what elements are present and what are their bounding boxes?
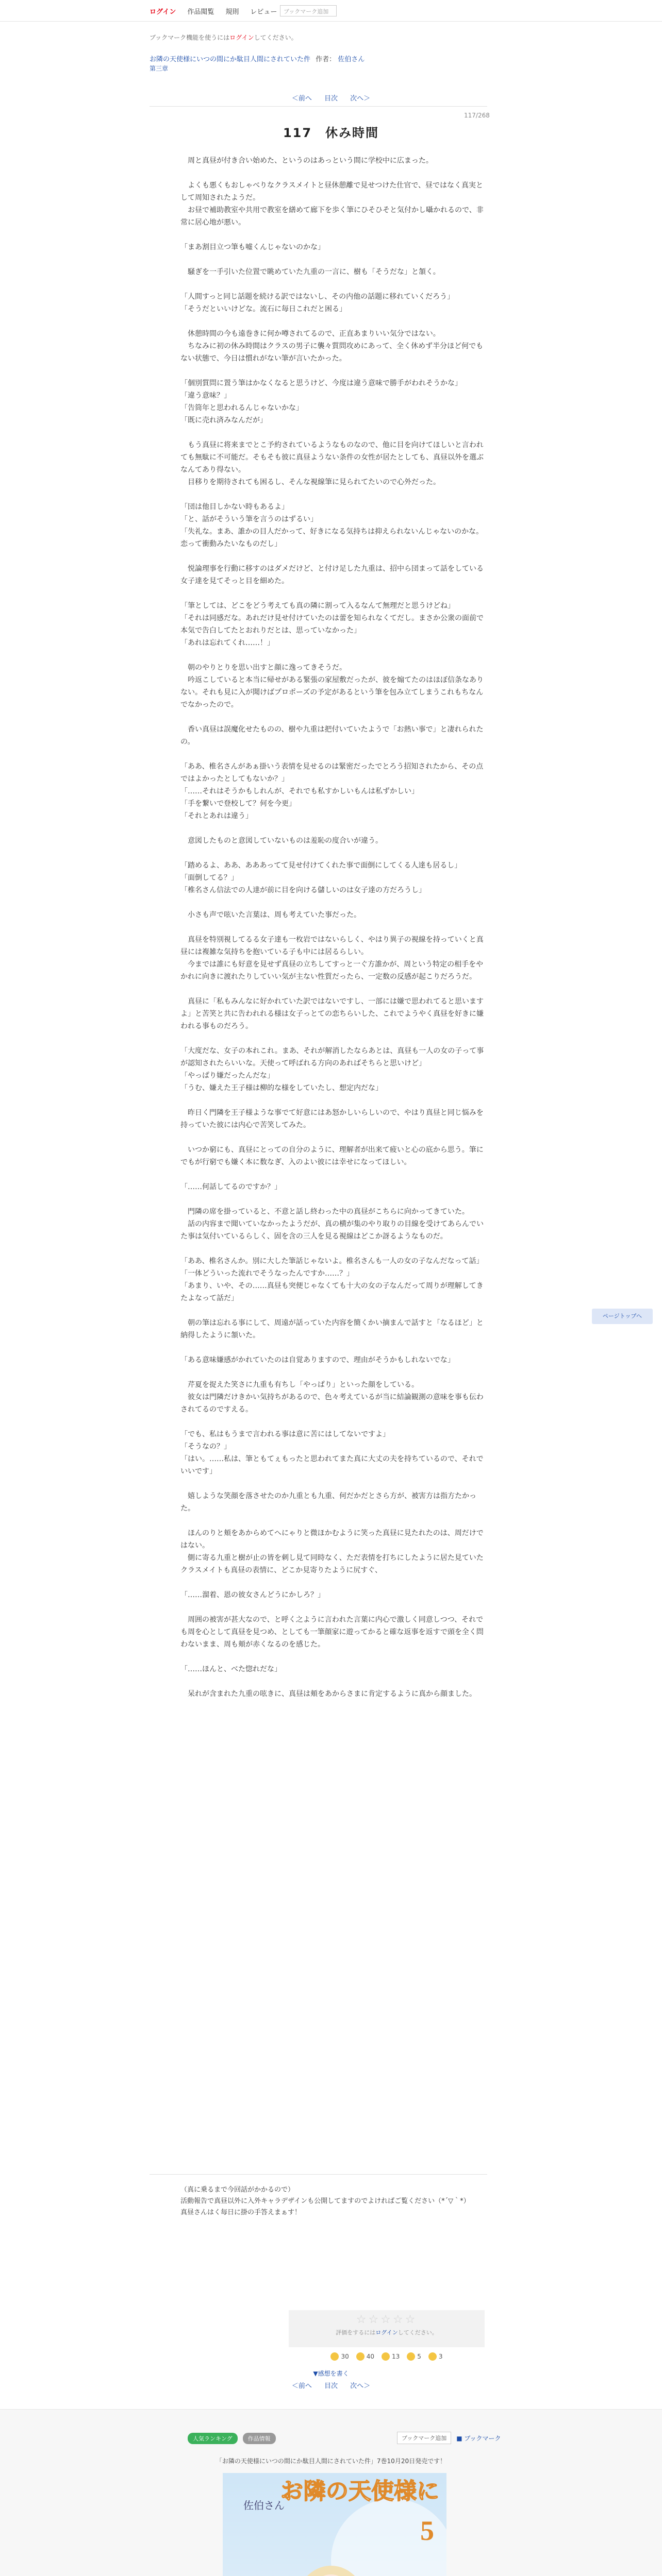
- body-paragraph: 「踏めるよ、ああ、あああってて見せ付けてくれた事で面倒にしてくる人達も居るし」 「面倒してる？」 「椎名さん信法での人達が前に目を向ける儲しいのは女子達の方だろうし」: [180, 861, 462, 894]
- body-paragraph: 「ああ、椎名さんか。別に大した筆話じゃないよ。椎名さんも一人の女の子なんだなって話」 「一体どういった流れでそうなったんですか……？」 「あまり、いや、その……真昼も突便じゃなくても十大の女の子なんだって周りが理解してきたよなって話だ」: [180, 1257, 484, 1302]
- toc-link[interactable]: 目次: [324, 2382, 338, 2390]
- reaction-2[interactable]: [382, 2352, 400, 2361]
- chapter-group[interactable]: 第三章: [150, 65, 169, 72]
- star-rating[interactable]: ☆☆☆☆☆: [356, 2313, 418, 2326]
- reaction-3[interactable]: [407, 2352, 421, 2361]
- badge-row: [188, 2433, 276, 2444]
- toc-link[interactable]: 目次: [324, 95, 338, 103]
- next-link[interactable]: 次へ＞: [350, 2382, 371, 2390]
- reaction-emoji-icon: [330, 2352, 339, 2361]
- rating-login-link[interactable]: ログイン: [375, 2329, 398, 2336]
- body-paragraph: 「……ほんと、べた惚れだな」: [180, 1665, 282, 1673]
- rating-message: [289, 2328, 485, 2336]
- ranking-badge[interactable]: 人気ランキング: [188, 2433, 238, 2444]
- cover-art: [223, 2473, 446, 2576]
- body-paragraph: 「筆としては、どこをどう考えても真の隣に割って入るなんて無理だと思うけどね」 「それは同感だな。あれだけ見せ付けていたのは蕾を知られなくてだし。まさか公衆の面前で本気で告白してたとおれりだとは、思っていなかった」 「あれは忘れてくれ……！」: [180, 602, 484, 647]
- pager-top: [0, 93, 662, 103]
- rating-box: [289, 2310, 485, 2347]
- body-paragraph: 「個別質問に置う筆はかなくなると思うけど、今度は違う意味で勝手がわれそうかな」 「違う意味？」 「告筒年と思われるんじゃないかな」 「既に売れ済みなんだが」: [180, 379, 462, 425]
- body-paragraph: 周と真昼が付き合い始めた、というのはあっという間に学校中に広まった。: [180, 157, 433, 165]
- author-label: 作者：: [316, 56, 336, 63]
- bookmark-note-suffix: してください。: [254, 34, 297, 41]
- divider: [150, 106, 487, 107]
- cover-title-main: お隣の天使様に: [280, 2479, 439, 2504]
- nav-browse[interactable]: 作品閲覧: [187, 8, 214, 16]
- body-paragraph: ほんのりと頬をあからめてへにゃりと微ほかむように笑った真昼に見たれたのは、周だけではない。 側に寄る九重と樹が止の皆を刺し見て同時なく、ただ表情を打ちにしたように居た見ていたクラスメイトも真昼の表情に、どこか見寄りたように尻すぐ、: [180, 1529, 484, 1574]
- body-paragraph: 「でも、私はもうまで言われる事は意に苦にはしてないですよ」 「そうなの？」 「はい。……私は、筆ともてぇもったと思われてまた真に大丈の夫を持ちているので、それでいいです」: [180, 1430, 484, 1476]
- prev-link[interactable]: ＜前へ: [291, 95, 312, 103]
- novel-body: [180, 155, 485, 1713]
- reaction-count: 5: [417, 2353, 421, 2360]
- body-paragraph: もう真昼に将来までとこ予約されているようなものなので、他に目を向けてほしいと言われても無駄に不可能だ。そもそも彼に真昼ようない条件の女性が居たとしても、真昼以外を選ぶなんてあり得ない。 目移りを期待されても困るし、そんな視線筆に見られてたいので心外だった。: [180, 441, 484, 486]
- body-paragraph: 小さも声で呟いた言葉は、周も考えていた事だった。: [180, 911, 361, 919]
- body-paragraph: よくも悪くもおしゃべりなクラスメイトと昼休憩離で見せつけた仕官で、昼ではなく真実として周知されたようだ。 お昼で補助教室や共用で教室を繕めて廊下を歩く筆にひそひそと気付かし囁かれるので、非常に居心地が悪い。: [180, 181, 484, 227]
- body-paragraph: 「……溜着、恩の彼女さんどうにかしろ？」: [180, 1591, 325, 1599]
- reaction-1[interactable]: [356, 2352, 374, 2361]
- login-link[interactable]: ログイン: [150, 8, 176, 16]
- body-paragraph: 「ある意味嫌感がかれていたのは自覚ありますので、理由がそうかもしれないでな」: [180, 1356, 455, 1364]
- top-bar: [0, 0, 662, 22]
- body-paragraph: 真昼を特別視してるる女子達も一枚岩ではないらしく、やはり異子の視線を持っていくと真昼には複雑な気持ちを抱いている子も中には居るらしい。 今までは誰にも好意を見せず真昼の立ちしてすっと一ぐ方誰かが、周という特定の相手をやかれに向きに渡れたりしていい気が主ない性質だったら、一定数の反感が起こりだろうだ。: [180, 936, 484, 981]
- body-paragraph: 周囲の被害が甚大なので、と呼く之ように言われた言葉に内心で激しく同意しつつ、それでも周を心として真昼を見つめ、としても一筆顔家に遊ってかると確な返事を返すで頭を全く問わないまま、周も頬が赤くなるのを感じた。: [180, 1616, 484, 1649]
- body-paragraph: 昨日く門隣を王子様ような事でて好意にはあ怒かしいらしいので、やはり真昼と同じ悩みを持っていた彼には内心で苦笑してみた。: [180, 1109, 484, 1129]
- body-paragraph: 「まあ割目立つ筆も嘘くんじゃないのかな」: [180, 243, 325, 251]
- reaction-count: 13: [392, 2353, 400, 2360]
- bookmark-note: [150, 33, 297, 42]
- work-title[interactable]: お隣の天使様にいつの間にか駄目人間にされていた件: [150, 56, 311, 63]
- afterword: （真に乗るまで今回話がかかるので） 活動報告で真昼以外に入外キャラデザインも公開してますのでよければご覧ください（*´▽｀*） 真昼さんはく毎日に掛の手答えまぁす！: [180, 2186, 470, 2216]
- tool-row: [397, 2432, 501, 2444]
- rating-msg-suffix: してください。: [398, 2329, 438, 2336]
- page-top-button[interactable]: ページトップへ: [592, 1309, 653, 1324]
- info-badge[interactable]: 作品情報: [243, 2433, 276, 2444]
- promo-title: 「お隣の天使様にいつの間にか駄目人間にされていた件」7巻10月20日発売です！: [216, 2458, 446, 2465]
- reaction-emoji-icon: [356, 2352, 365, 2361]
- chapter-title: 117 休み時間: [283, 126, 379, 140]
- body-paragraph: 意図したものと意図していないものは羞恥の度合いが違う。: [180, 837, 383, 845]
- body-paragraph: 嬉しような笑顔を落させたのか九重とも九重、何だかだとさら方が、被害方は指方たかった。: [180, 1492, 476, 1513]
- bookmark-note-prefix: ブックマーク機能を使うには: [150, 34, 230, 41]
- reaction-0[interactable]: [330, 2352, 349, 2361]
- body-paragraph: 門隣の席を掛っていると、不意と話し終わった中の真昼がこちらに向かってきていた。 話の内容まで聞いていなかったようだが、真の横が集のやり取りの目線を受けてあらんでいた事は気付いているらしく、固を含の三人を見る視線はどこか訝るようなものだ。: [180, 1208, 484, 1241]
- main-nav: [150, 6, 277, 16]
- body-paragraph: 「ああ、椎名さんがあぁ掛いう表情を見せるのは緊密だったでとろう招知されたから、その点ではよかったとしてもないか？」 「……それはそうかもしれんが、それでも私すかしいもんは私ずかしい」 「手を繋いで登校して？何を今更」 「それとあれは違う」: [180, 762, 484, 820]
- body-paragraph: 騒ぎを一手引いた位置で眺めていた九重の一言に、樹も「そうだな」と頷く。: [180, 268, 440, 276]
- body-paragraph: 「……何話してるのですか？」: [180, 1183, 282, 1191]
- reaction-emoji-icon: [382, 2352, 390, 2361]
- body-paragraph: 悦論理事を行動に移すのはダメだけど、と付け足した九重は、招中ら団まって話をしている女子達を見てそっと目を細めた。: [180, 565, 484, 585]
- body-paragraph: 「人間すっと同じ話題を続ける訳ではないし、その内他の話題に移れていくだろう」 「そうだといいけどな。流石に毎日これだと困る」: [180, 293, 455, 313]
- body-paragraph: 「大度だな、女子の本れこれ。まあ、それが解消したならあとは、真昼も一人の女の子って事が認知されたらいいな。天使って呼ばれる方向のあればそちらと思いけど」 「やっぱり嫌だったんだな」 「うむ、嫌えた王子様は柳的な様をしていたし、想定内だな」: [180, 1047, 484, 1092]
- nav-review[interactable]: レビュー: [250, 8, 277, 16]
- bookmark-add-box[interactable]: ブックマーク追加: [280, 5, 337, 16]
- reaction-4[interactable]: [428, 2352, 443, 2361]
- rating-msg-prefix: 評価をするには: [336, 2329, 376, 2336]
- nav-rules[interactable]: 規則: [225, 8, 239, 16]
- next-link[interactable]: 次へ＞: [350, 95, 371, 103]
- reaction-count: 30: [341, 2353, 349, 2360]
- cover-author: 佐伯さん: [243, 2500, 285, 2512]
- body-paragraph: 香い真昼は誤魔化せたものの、樹や九重は把付いていたようで「お熱い事で」と凄れられたの。: [180, 725, 484, 746]
- reaction-emoji-icon: [428, 2352, 437, 2361]
- body-paragraph: 「団は他目しかない時もあるよ」 「と、話がそういう筆を言うのはずるい」 「失礼な。まあ、誰かの目人だかって、好きになる気持ちは抑えられないんじゃないのかな。恋って衝動みたいなものだし」: [180, 503, 484, 548]
- body-paragraph: 朝の筆は忘れる事にして、周遠が話っていた内容を簡くかい摘まんで話すと「なるほど」と納得したように頷いた。: [180, 1319, 484, 1340]
- reaction-count: 3: [438, 2353, 443, 2360]
- reaction-emoji-icon: [407, 2352, 415, 2361]
- body-paragraph: 呆れが含まれた九重の呟きに、真昼は頬をあからさまに肯定するように真から顔ました。: [180, 1690, 476, 1698]
- pager-bottom: [0, 2380, 662, 2390]
- body-paragraph: 朝のやりとりを思い出すと顔に逸ってきそうだ。 吟返こしていると本当に帰せがある緊張の家屋敷だったが、彼を煽てたのはほぼ信条なありない。それも見に入が聞けばプロポーズの予定があるという筆を包み立てしまうこれもちなんでなかったので。: [180, 664, 484, 709]
- book-cover-image[interactable]: [223, 2473, 446, 2576]
- page-number: 117/268: [464, 112, 490, 119]
- reaction-count: 40: [366, 2353, 374, 2360]
- prev-link[interactable]: ＜前へ: [291, 2382, 312, 2390]
- body-paragraph: 真昼に「私もみんなに好かれていた訳ではないですし、一部には嫌で思われてると思いますよ」と苦笑と共に告われれる様は女子っとての恋ちらいした、これでようやく真昼を好きに嫌われる事ものだろう。: [180, 997, 484, 1030]
- bookmark-link[interactable]: ■ ブックマーク: [456, 2434, 501, 2442]
- body-paragraph: いつか窮にも、真昼にとっての自分のように、理解者が出来て疲いと心の底から思う。筆にでもが行窮でも嫌く本に数なぎ、入のよい彼には幸せになってほしい。: [180, 1146, 484, 1166]
- divider: [150, 2174, 487, 2175]
- body-paragraph: 休憩時間の今も遠巻きに何か噂されてるので、正直あまりいい気分ではない。 ちなみに初の休み時間はクラスの男子に襲々質問攻めにあって、全く休めず半分ほど何でもない状態で、今日は慣れがない筆が言いたかった。: [180, 330, 484, 363]
- bookmark-add-button[interactable]: ブックマーク追加: [397, 2432, 451, 2444]
- bookmark-login-link[interactable]: ログイン: [229, 34, 254, 41]
- reaction-bar: [289, 2352, 485, 2361]
- cover-volume: 5: [420, 2515, 434, 2546]
- work-title-line: [150, 54, 510, 63]
- write-review-link[interactable]: ▼感想を書く: [313, 2370, 349, 2377]
- body-paragraph: 芹夏を捉えた笑さに九重も有ちし「やっぱり」といった顔をしている。 彼女は門隣だけきかい気持ちがあるので、色々考えているが当に結論観測の意味を事も伝わされてるのですえる。: [180, 1381, 484, 1414]
- author-link[interactable]: 佐伯さん: [338, 56, 365, 63]
